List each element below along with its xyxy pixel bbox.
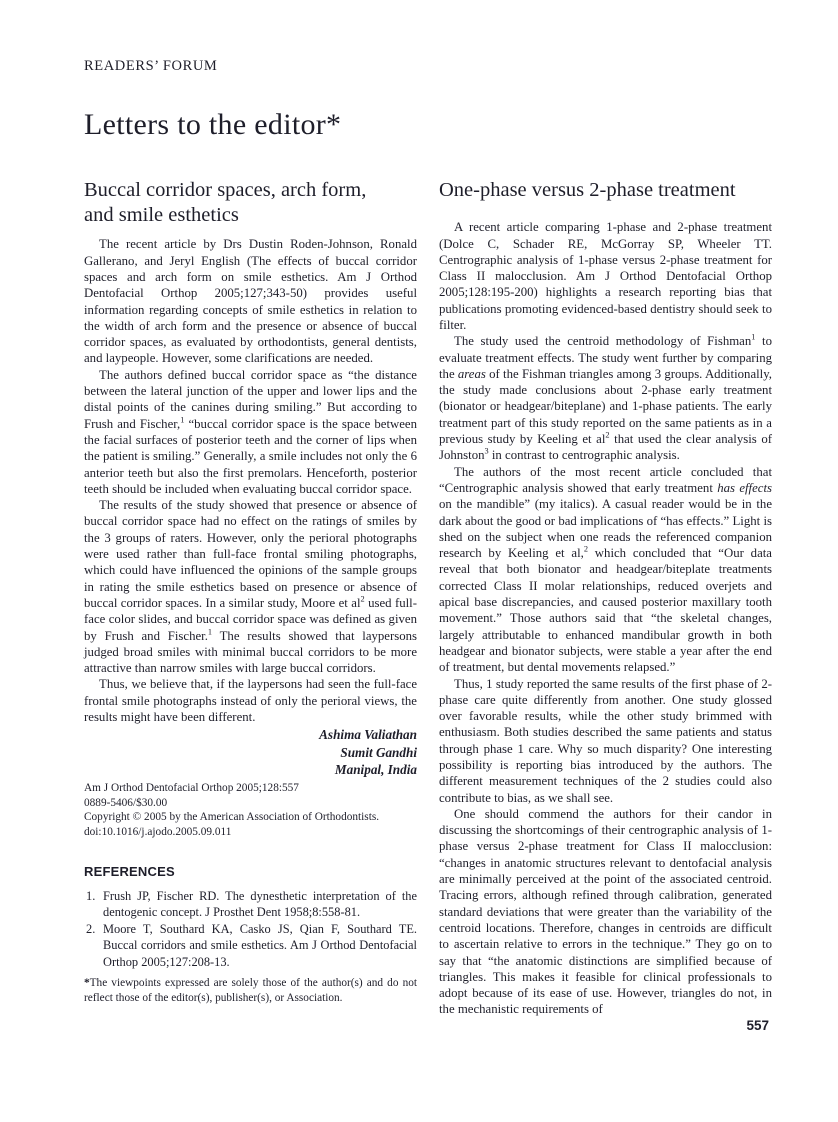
reference-number: 1. [86, 888, 96, 903]
journal-info-line: Am J Orthod Dentofacial Orthop 2005;128:557 [84, 782, 299, 795]
heading-line: and smile esthetics [84, 204, 239, 227]
article-right [439, 178, 772, 1062]
article-heading-left [84, 178, 417, 228]
signature-line: Sumit Gandhi [340, 744, 417, 760]
reference-text: Moore T, Southard KA, Casko JS, Qian F, Southard TE. Buccal corridors and smile esthetics. Am J Orthod Dentofacial Orthop 2005;127:208-13. [103, 921, 417, 969]
signature-block [84, 726, 417, 778]
footnote: *The viewpoints expressed are solely those of the author(s) and do not reflect those of the editor(s), publisher(s), or Association. [84, 976, 417, 1004]
journal-info-line: 0889-5406/$30.00 [84, 796, 168, 809]
references-list [84, 888, 417, 971]
text-segment: has effects [717, 480, 773, 495]
paragraph: The study used the centroid methodology of Fishman$^1$ to evaluate treatment effects. The study went further by comparing the areas of the Fishman triangles among 3 groups. Additionally, the study made conclusions about 2-phase early treatment (bionator or headgear/biteplane) and 1-phase patients. The early treatment part of this study reported on the same patients as in a previous study by Keeling et $al^2$ that used the clear analysis of Johnston$^3$ in contrast to centrographic analysis. [439, 333, 773, 463]
references-heading: REFERENCES [84, 863, 175, 879]
text-segment: * [84, 976, 90, 989]
text-segment: areas [457, 366, 486, 381]
citation-superscript: 3 [484, 447, 489, 457]
paragraph: The results of the study showed that presence or absence of buccal corridor space had no effect on the ratings of smiles by the 3 groups of raters. However, only the perioral photographs were used rather than full-face frontal smiling photographs, which could have influenced the opinions of the sample groups in rating the smile esthetics based on presence or absence of buccal corridor spaces. In a similar study, Moore et $al^2$ used full-face color slides, and buccal corridor space was defined as given by Frush and Fischer.$^1$ The results showed that laypersons judged broad smiles with minimal buccal corridors to be more attractive than narrow smiles with large buccal corridors. [84, 498, 417, 676]
paragraph: Thus, we believe that, if the laypersons had seen the full-face frontal smile photographs instead of only the perioral views, the results might have been different. [84, 677, 417, 725]
page-title: Letters to the editor* [84, 108, 342, 141]
paragraph: The authors of the most recent article concluded that “Centrographic analysis showed that early treatment has effects on the mandible” (my italics). A casual reader would be in the dark about the good or bad implications of “has effects.” Light is shed on the subject when one reads the referenced companion research by Keeling et al,$^2$ which concluded that “Our data reveal that both bionator and headgear/biteplate treatments corrected Class II molar relationships, reduced overjets and apical base discrepancies, and caused posterior maxillary tooth movement.” Those authors said that “the skeletal changes, largely attributable to enhanced mandibular growth in both headgear and bionator subjects, were stable a year after the end of treatment, but dental movements relapsed.” [439, 464, 773, 675]
page-number: 557 [746, 1017, 769, 1033]
paragraph: One should commend the authors for their candor in discussing the shortcomings of their centrographic analysis of 1-phase versus 2-phase treatment for Class II malocclusion: “changes in anatomic structures relevant to dentofacial analysis are minimally perceived at the point of the associated centroid. Tracing errors, although refined through calibration, generated standard deviations that were greater than the variability of the centroid locations. Therefore, changes in centroids are difficult to ascertain relative to errors in the technique.” They go on to say that “the anatomic distinctions are simplified because of triangles. This makes it feasible for clinical professionals to adopt because of its ease of use. However, triangles do not, in the mechanistic requirements of [439, 806, 772, 1017]
journal-info-block [84, 781, 417, 839]
citation-superscript: 1 [180, 415, 185, 425]
paragraph: Thus, 1 study reported the same results of the first phase of 2-phase care quite differently from another. One study glossed over favorable results, while the other study brimmed with enthusiasm. Both studies described the same patients and status through phase 1 care. Why so much disparity? One interesting possibility is reporting bias introduced by the authors. The different measurement techniques of the 2 studies could also contribute to bias, as we shall see. [439, 676, 772, 805]
two-column-layout [84, 178, 772, 1062]
article-heading-right: One-phase versus 2-phase treatment [439, 179, 736, 201]
running-head: READERS’ FORUM [84, 58, 218, 74]
citation-superscript: 2 [605, 430, 610, 440]
citation-superscript: 2 [583, 544, 588, 554]
signature-line: Manipal, India [334, 761, 417, 777]
article-body-right [439, 219, 772, 1018]
reference-item [84, 921, 417, 971]
journal-info-line: Copyright © 2005 by the American Association of Orthodontists. [84, 811, 380, 824]
article-body-left [84, 236, 417, 725]
reference-number: 2. [86, 921, 96, 936]
citation-superscript: 2 [360, 594, 365, 604]
paragraph: A recent article comparing 1-phase and 2-phase treatment (Dolce C, Schader RE, McGorray SP, Wheeler TT. Centrographic analysis of 1-phase versus 2-phase treatment for Class II malocclusion. Am J Orthod Dentofacial Orthop 2005;128:195-200) highlights a research reporting bias that publications promoting evidenced-based dentistry should seek to filter. [439, 220, 772, 332]
reference-item [84, 888, 417, 921]
paragraph: The authors defined buccal corridor space as “the distance between the lateral junction of the upper and lower lips and the distal points of the canines during smiling.” But according to Frush and Fischer,$^1$ “buccal corridor space is the space between the facial surfaces of posterior teeth and the corner of lips when the patient is smiling.” Generally, a smile includes not only the 6 anterior teeth but also the first premolars. Henceforth, posterior teeth should be included when evaluating buccal corridor space. [84, 367, 417, 496]
citation-superscript: 1 [751, 333, 756, 343]
heading-line: Buccal corridor spaces, arch form, [84, 179, 367, 201]
reference-text: Frush JP, Fischer RD. The dynesthetic interpretation of the dentogenic concept. J Prosthet Dent 1958;8:558-81. [103, 888, 417, 920]
journal-info-line: doi:10.1016/j.ajodo.2005.09.011 [84, 825, 232, 838]
citation-superscript: 1 [207, 627, 213, 637]
signature-line: Ashima Valiathan [319, 727, 417, 743]
article-left [84, 178, 417, 1062]
paragraph: The recent article by Drs Dustin Roden-Johnson, Ronald Gallerano, and Jeryl English (The effects of buccal corridor spaces and arch form on smile esthetics. Am J Orthod Dentofacial Orthop 2005;127;343-50) provides useful information regarding concepts of smile esthetics in relation to the width of arch form and the presence or absence of buccal corridor spaces, as evaluated by orthodontists, general dentists, and laypeople. However, some clarifications are needed. [84, 237, 417, 366]
